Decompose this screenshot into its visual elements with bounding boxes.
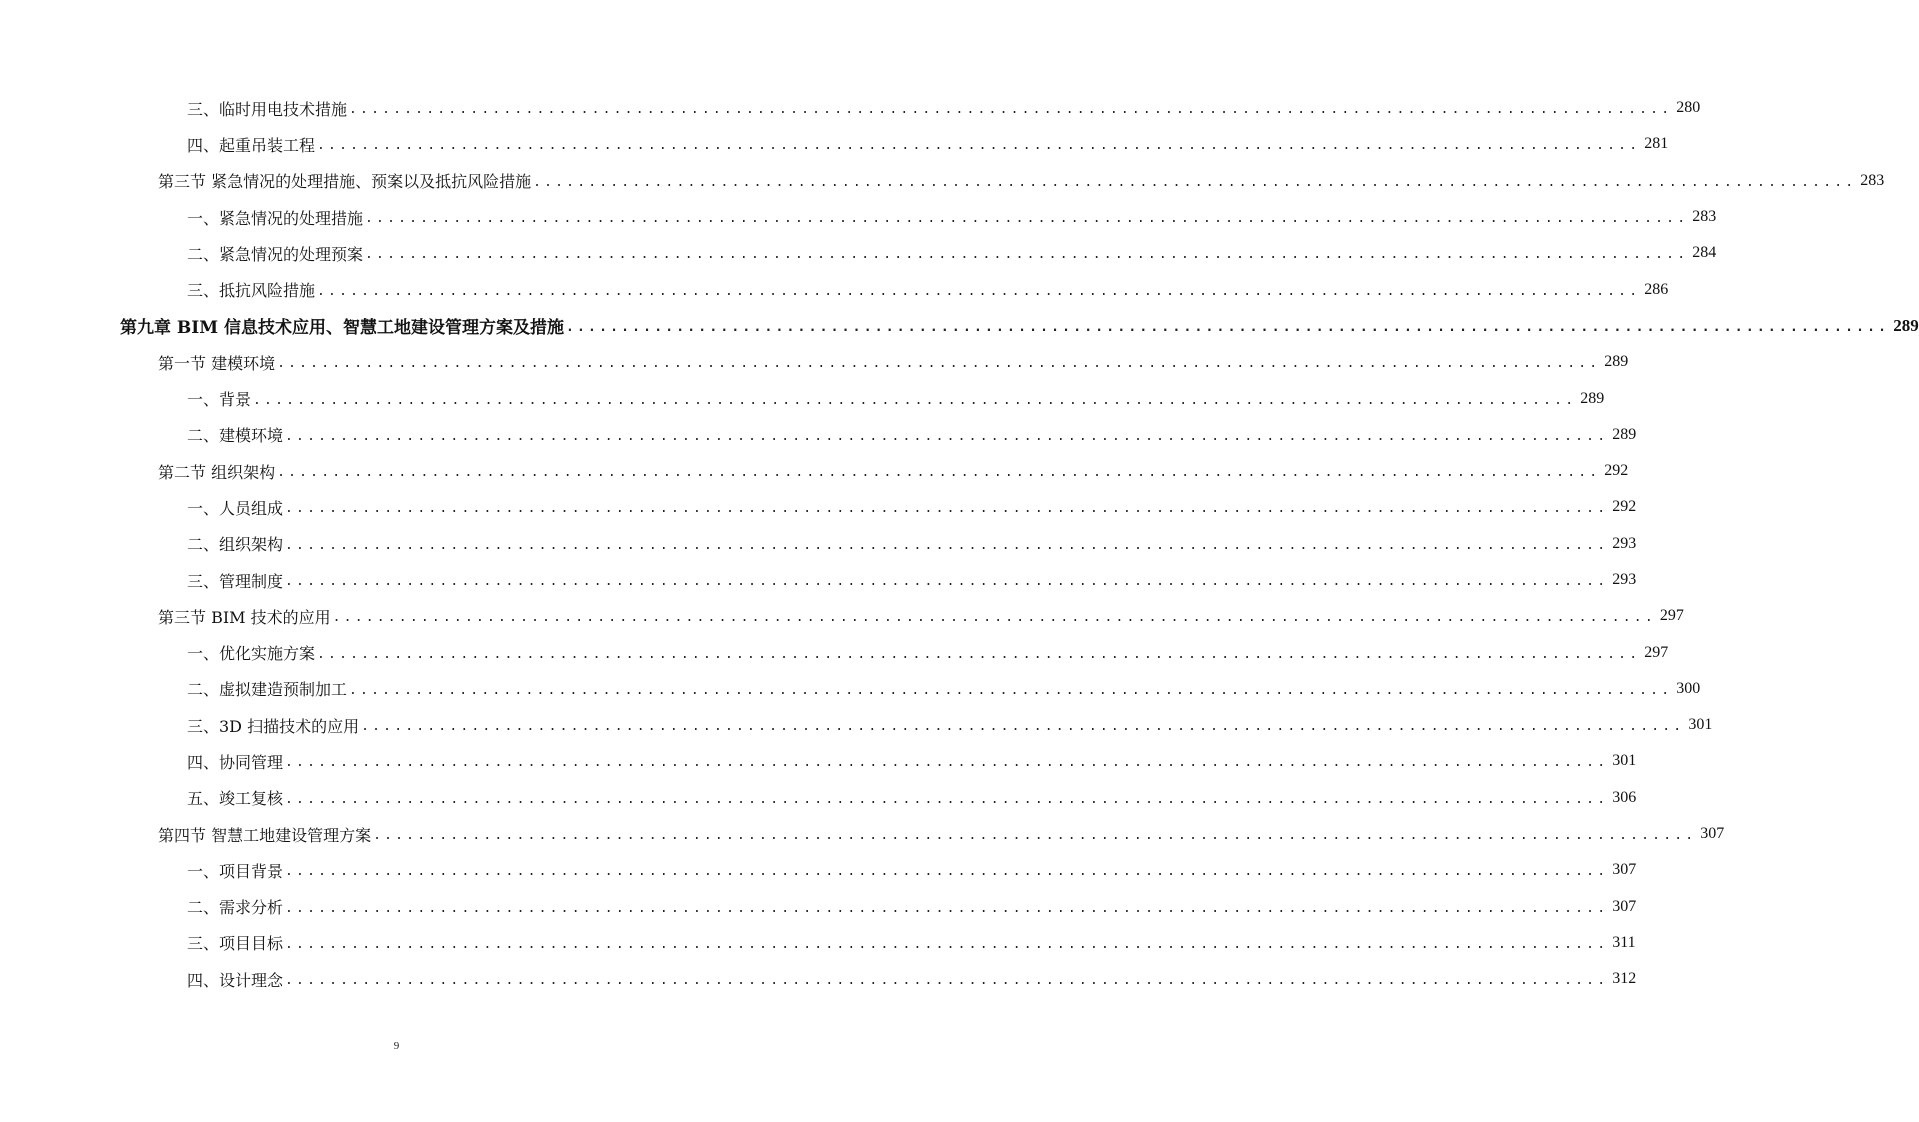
toc-dot-leader: ........................................................................................................................ bbox=[277, 465, 1601, 481]
toc-entry-page: 292 bbox=[1612, 498, 1637, 516]
toc-dot-leader: ........................................................................................................................ bbox=[285, 574, 1609, 589]
toc-subsection-entry[interactable] bbox=[187, 199, 1717, 235]
toc-entry-page: 306 bbox=[1612, 788, 1637, 806]
page-number: 9 bbox=[393, 1040, 400, 1052]
toc-subsection-entry[interactable] bbox=[187, 380, 1605, 416]
toc-entry-page: 300 bbox=[1676, 679, 1701, 697]
toc-subsection-entry[interactable] bbox=[187, 925, 1636, 961]
toc-dot-leader: ........................................................................................................................ bbox=[317, 646, 1641, 662]
toc-entry-page: 293 bbox=[1612, 534, 1637, 552]
toc-dot-leader: ........................................................................................................................ bbox=[365, 247, 1689, 263]
toc-subsection-entry[interactable] bbox=[187, 235, 1717, 271]
toc-entry-page: 297 bbox=[1644, 643, 1669, 661]
toc-entry-title: 第三节 BIM 技术的应用 bbox=[158, 607, 331, 627]
toc-entry-page: 311 bbox=[1612, 933, 1636, 951]
toc-subsection-entry[interactable] bbox=[187, 889, 1637, 925]
toc-entry-title: 三、项目目标 bbox=[187, 934, 284, 954]
toc-entry-title: 一、优化实施方案 bbox=[187, 644, 316, 664]
toc-subsection-entry[interactable] bbox=[187, 852, 1637, 888]
toc-subsection-entry[interactable] bbox=[187, 634, 1669, 670]
toc-entry-page: 307 bbox=[1612, 861, 1637, 879]
toc-section-entry[interactable] bbox=[158, 344, 1629, 380]
toc-entry-page: 281 bbox=[1644, 135, 1669, 153]
toc-dot-leader: ........................................................................................................................ bbox=[349, 102, 1673, 118]
toc-entry-title: 一、紧急情况的处理措施 bbox=[187, 208, 364, 228]
toc-dot-leader: ........................................................................................................................ bbox=[285, 501, 1609, 517]
toc-entry-title: 第一节 建模环境 bbox=[158, 353, 276, 373]
toc-dot-leader: ........................................................................................................................ bbox=[285, 936, 1609, 952]
toc-entry-title: 二、虚拟建造预制加工 bbox=[187, 680, 348, 700]
toc-subsection-entry[interactable] bbox=[187, 961, 1637, 997]
toc-subsection-entry[interactable] bbox=[187, 417, 1637, 453]
toc-entry-title: 三、管理制度 bbox=[187, 571, 284, 591]
toc-entry-title: 一、人员组成 bbox=[187, 498, 284, 518]
table-of-contents bbox=[0, 90, 1919, 997]
toc-dot-leader: ........................................................................................................................ bbox=[277, 356, 1601, 372]
toc-section-entry[interactable] bbox=[158, 453, 1629, 489]
toc-subsection-entry[interactable] bbox=[187, 126, 1669, 162]
toc-entry-page: 297 bbox=[1659, 607, 1684, 625]
toc-entry-page: 286 bbox=[1644, 280, 1669, 298]
toc-section-entry[interactable] bbox=[158, 163, 1885, 199]
toc-subsection-entry[interactable] bbox=[187, 671, 1701, 707]
toc-dot-leader: ........................................................................................................................ bbox=[349, 682, 1673, 698]
toc-entry-title: 五、竣工复核 bbox=[187, 789, 284, 809]
toc-dot-leader: ........................................................................................................................ bbox=[285, 864, 1609, 880]
toc-dot-leader: ........................................................................................................................ bbox=[253, 392, 1577, 408]
toc-entry-title: 四、协同管理 bbox=[187, 752, 284, 772]
toc-entry-page: 289 bbox=[1893, 315, 1919, 335]
toc-subsection-entry[interactable] bbox=[187, 562, 1637, 598]
toc-subsection-entry[interactable] bbox=[187, 90, 1701, 126]
toc-entry-page: 301 bbox=[1688, 716, 1713, 734]
toc-subsection-entry[interactable] bbox=[187, 526, 1637, 562]
toc-dot-leader: ........................................................................................................................ bbox=[533, 174, 1857, 190]
toc-entry-page: 307 bbox=[1612, 897, 1637, 915]
toc-entry-page: 289 bbox=[1612, 425, 1637, 443]
toc-entry-title: 第九章 BIM 信息技术应用、智慧工地建设管理方案及措施 bbox=[120, 318, 564, 339]
toc-entry-title: 一、背景 bbox=[187, 390, 252, 410]
toc-dot-leader: ........................................................................................................................ bbox=[285, 791, 1609, 807]
toc-entry-page: 292 bbox=[1604, 462, 1629, 480]
toc-dot-leader: ........................................................................................................................ bbox=[565, 319, 1890, 335]
toc-subsection-entry[interactable] bbox=[187, 743, 1637, 779]
toc-dot-leader: ........................................................................................................................ bbox=[285, 900, 1609, 916]
toc-entry-title: 二、需求分析 bbox=[187, 898, 284, 918]
toc-entry-title: 一、项目背景 bbox=[187, 861, 284, 881]
toc-entry-page: 283 bbox=[1692, 208, 1717, 226]
toc-entry-title: 四、起重吊装工程 bbox=[187, 135, 316, 155]
toc-dot-leader: ........................................................................................................................ bbox=[285, 428, 1609, 444]
toc-dot-leader: ........................................................................................................................ bbox=[365, 211, 1689, 227]
toc-entry-title: 四、设计理念 bbox=[187, 970, 284, 990]
toc-dot-leader: ........................................................................................................................ bbox=[285, 755, 1609, 771]
toc-dot-leader: ........................................................................................................................ bbox=[317, 283, 1641, 299]
toc-dot-leader: ........................................................................................................................ bbox=[332, 610, 1656, 626]
toc-entry-title: 第三节 紧急情况的处理措施、预案以及抵抗风险措施 bbox=[158, 172, 532, 192]
toc-subsection-entry[interactable] bbox=[187, 271, 1669, 307]
toc-entry-page: 307 bbox=[1700, 825, 1725, 843]
toc-entry-page: 289 bbox=[1580, 389, 1605, 407]
toc-entry-page: 293 bbox=[1612, 571, 1637, 588]
toc-dot-leader: ........................................................................................................................ bbox=[285, 537, 1609, 553]
toc-entry-title: 二、组织架构 bbox=[187, 535, 284, 555]
toc-section-entry[interactable] bbox=[158, 816, 1725, 852]
toc-entry-title: 三、抵抗风险措施 bbox=[187, 281, 316, 301]
toc-subsection-entry[interactable] bbox=[187, 707, 1713, 743]
toc-dot-leader: ........................................................................................................................ bbox=[285, 973, 1609, 989]
toc-entry-page: 301 bbox=[1612, 752, 1637, 770]
toc-entry-title: 二、紧急情况的处理预案 bbox=[187, 244, 364, 264]
toc-entry-title: 三、3D 扫描技术的应用 bbox=[187, 716, 360, 736]
toc-subsection-entry[interactable] bbox=[187, 780, 1637, 816]
toc-entry-page: 312 bbox=[1612, 970, 1637, 988]
toc-entry-title: 二、建模环境 bbox=[187, 426, 284, 446]
toc-entry-page: 289 bbox=[1604, 353, 1629, 371]
toc-entry-page: 280 bbox=[1676, 99, 1701, 117]
toc-dot-leader: ........................................................................................................................ bbox=[317, 138, 1641, 154]
toc-section-entry[interactable] bbox=[158, 598, 1684, 634]
toc-entry-page: 283 bbox=[1860, 171, 1885, 189]
toc-entry-title: 三、临时用电技术措施 bbox=[187, 99, 348, 119]
toc-entry-title: 第二节 组织架构 bbox=[158, 462, 276, 482]
toc-dot-leader: ........................................................................................................................ bbox=[373, 828, 1697, 844]
toc-subsection-entry[interactable] bbox=[187, 489, 1637, 525]
toc-entry-page: 284 bbox=[1692, 244, 1717, 262]
toc-entry-title: 第四节 智慧工地建设管理方案 bbox=[158, 825, 372, 845]
toc-dot-leader: ........................................................................................................................ bbox=[361, 719, 1685, 735]
toc-chapter-entry[interactable] bbox=[120, 308, 1919, 344]
